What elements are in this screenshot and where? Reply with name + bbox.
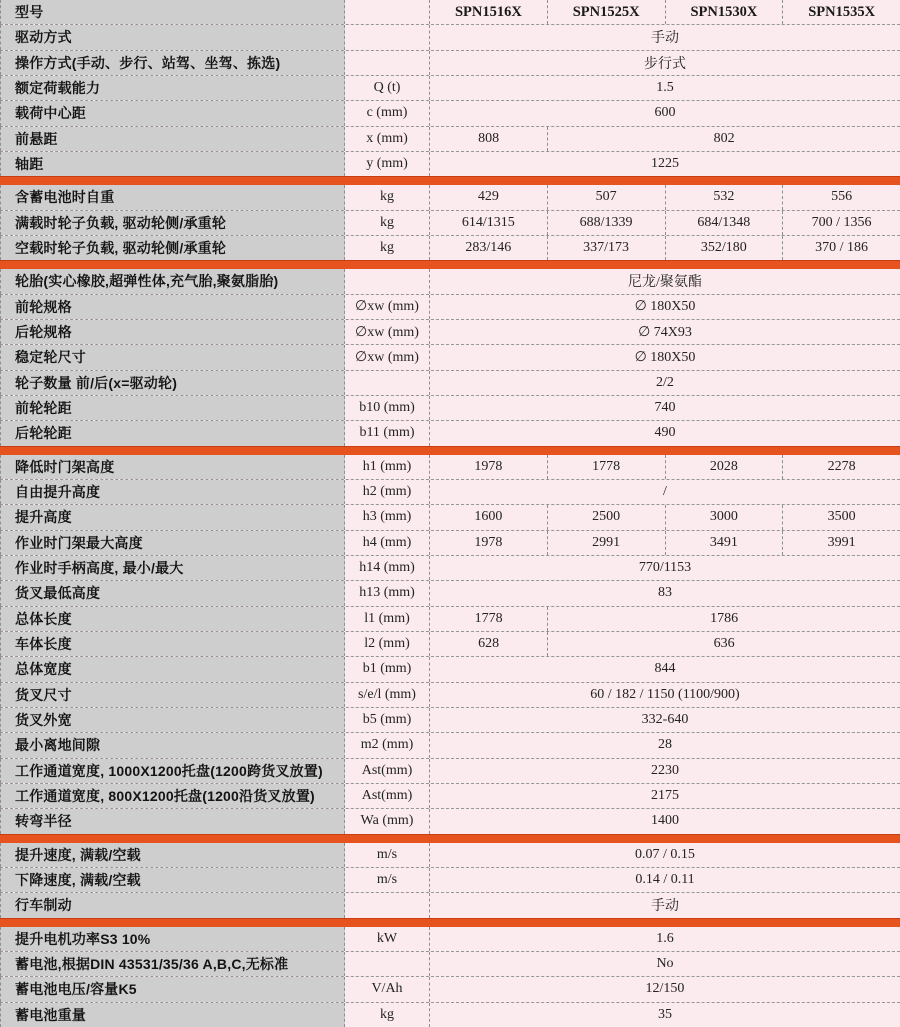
table-row (0, 421, 900, 445)
value-cell: 2500 (547, 505, 665, 529)
value-cells (430, 25, 900, 49)
unit-cell (345, 269, 430, 293)
value-cell: 700 / 1356 (782, 211, 900, 235)
table-row (0, 868, 900, 893)
value-cells (430, 269, 900, 293)
unit-cell: kg (345, 185, 430, 209)
spec-label: 蓄电池重量 (0, 1003, 345, 1027)
value-cells (430, 893, 900, 917)
value-cell: 2028 (665, 455, 783, 479)
table-row (0, 784, 900, 809)
unit-cell: Wa (mm) (345, 809, 430, 833)
value-cell: 684/1348 (665, 211, 783, 235)
value-cell: 1978 (474, 458, 503, 474)
value-cells (430, 396, 900, 420)
model-name: SPN1535X (782, 0, 900, 24)
table-row (0, 51, 900, 76)
table-row (0, 581, 900, 606)
spec-label: 前轮轮距 (0, 396, 345, 420)
unit-cell: kg (345, 1003, 430, 1027)
section-dimensions (0, 455, 900, 834)
value-cells (430, 211, 900, 235)
spec-label: 额定荷载能力 (0, 76, 345, 100)
table-row (0, 127, 900, 152)
model-name: SPN1525X (547, 0, 665, 24)
value-cells (430, 1003, 900, 1027)
value-cells (430, 657, 900, 681)
value-cells (430, 733, 900, 757)
table-row (0, 1003, 900, 1027)
value-cell: 1978 (474, 534, 503, 550)
value-cell: No (656, 956, 674, 972)
value-cell: 352/180 (665, 236, 783, 260)
value-cells (430, 185, 900, 209)
value-cells (430, 152, 900, 176)
value-cell: 740 (654, 400, 676, 416)
table-row (0, 733, 900, 758)
value-cell: 1600 (474, 509, 503, 525)
table-row (0, 185, 900, 210)
spec-label: 蓄电池,根据DIN 43531/35/36 A,B,C,无标准 (0, 952, 345, 976)
model-name: SPN1516X (454, 3, 522, 20)
value-cell: 2278 (782, 455, 900, 479)
unit-cell: b11 (mm) (345, 421, 430, 445)
spec-label: 轮胎(实心橡胶,超弹性体,充气胎,聚氨脂胎) (0, 269, 345, 293)
table-row (0, 893, 900, 917)
unit-cell (345, 893, 430, 917)
value-cell: ∅ 180X50 (634, 299, 696, 315)
table-row (0, 657, 900, 682)
value-cell: 1.5 (656, 80, 674, 96)
value-cell: 332-640 (641, 712, 689, 728)
unit-cell: b5 (mm) (345, 708, 430, 732)
value-cell: / (663, 484, 667, 500)
value-cells (430, 455, 900, 479)
table-row (0, 480, 900, 505)
spec-label: 前轮规格 (0, 295, 345, 319)
value-cells (430, 607, 900, 631)
value-cell: 490 (654, 425, 676, 441)
value-cell: 802 (547, 127, 900, 151)
unit-cell: h13 (mm) (345, 581, 430, 605)
spec-label: 蓄电池电压/容量K5 (0, 977, 345, 1001)
section-divider-bar (0, 260, 900, 269)
value-cell: 556 (782, 185, 900, 209)
spec-label: 总体长度 (0, 607, 345, 631)
value-cells (430, 952, 900, 976)
unit-cell: Q (t) (345, 76, 430, 100)
unit-cell: h4 (mm) (345, 531, 430, 555)
value-cells (430, 708, 900, 732)
value-cell: 808 (478, 130, 500, 146)
section-divider-bar (0, 918, 900, 927)
value-cells (430, 868, 900, 892)
value-cell: 35 (658, 1006, 672, 1022)
value-cells (430, 295, 900, 319)
value-cells (430, 784, 900, 808)
value-cells (430, 421, 900, 445)
value-cell: 770/1153 (638, 560, 692, 576)
value-cell: 12/150 (645, 981, 685, 997)
table-header-row (0, 0, 900, 25)
table-row (0, 759, 900, 784)
value-cell: 614/1315 (461, 214, 515, 230)
value-cell: 370 / 186 (782, 236, 900, 260)
unit-cell (345, 952, 430, 976)
spec-label: 货叉最低高度 (0, 581, 345, 605)
spec-label: 提升电机功率S3 10% (0, 927, 345, 951)
value-cell: 2175 (651, 788, 679, 804)
value-cells (430, 51, 900, 75)
table-row (0, 952, 900, 977)
value-cells (430, 101, 900, 125)
unit-cell: c (mm) (345, 101, 430, 125)
value-cells (430, 977, 900, 1001)
table-row (0, 211, 900, 236)
table-row (0, 269, 900, 294)
value-cell: 步行式 (644, 56, 686, 72)
spec-label: 工作通道宽度, 1000X1200托盘(1200跨货叉放置) (0, 759, 345, 783)
table-row (0, 843, 900, 868)
unit-cell: b10 (mm) (345, 396, 430, 420)
section-motor-battery (0, 927, 900, 1027)
spec-label: 降低时门架高度 (0, 455, 345, 479)
value-cell: 尼龙/聚氨酯 (628, 275, 702, 291)
spec-label: 型号 (0, 0, 345, 24)
value-cells (430, 480, 900, 504)
value-cells (430, 320, 900, 344)
value-cell: 3000 (665, 505, 783, 529)
value-cell: 3991 (782, 531, 900, 555)
table-row (0, 371, 900, 396)
value-cell: 2/2 (656, 374, 674, 390)
table-row (0, 683, 900, 708)
value-cell: 3491 (665, 531, 783, 555)
value-cell: 手动 (651, 899, 679, 915)
spec-label: 提升速度, 满载/空载 (0, 843, 345, 867)
spec-label: 工作通道宽度, 800X1200托盘(1200沿货叉放置) (0, 784, 345, 808)
value-cells (430, 236, 900, 260)
value-cell: 600 (654, 105, 676, 121)
unit-cell: x (mm) (345, 127, 430, 151)
value-cell: 1786 (547, 607, 900, 631)
spec-label: 满载时轮子负载, 驱动轮侧/承重轮 (0, 211, 345, 235)
unit-cell (345, 51, 430, 75)
unit-cell (345, 371, 430, 395)
table-row (0, 152, 900, 176)
spec-label: 货叉尺寸 (0, 683, 345, 707)
value-cell: 507 (547, 185, 665, 209)
spec-label: 提升高度 (0, 505, 345, 529)
unit-cell: kg (345, 211, 430, 235)
unit-cell: Ast(mm) (345, 784, 430, 808)
unit-cell: h14 (mm) (345, 556, 430, 580)
value-cells (430, 76, 900, 100)
table-row (0, 556, 900, 581)
table-row (0, 25, 900, 50)
value-cell: 283/146 (465, 240, 512, 256)
value-cells (430, 345, 900, 369)
spec-label: 驱动方式 (0, 25, 345, 49)
unit-cell: m/s (345, 868, 430, 892)
value-cells (430, 0, 900, 24)
value-cell: 337/173 (547, 236, 665, 260)
unit-cell: s/e/l (mm) (345, 683, 430, 707)
spec-label: 后轮规格 (0, 320, 345, 344)
spec-label: 轮子数量 前/后(x=驱动轮) (0, 371, 345, 395)
value-cells (430, 127, 900, 151)
value-cell: 2991 (547, 531, 665, 555)
table-row (0, 345, 900, 370)
value-cell: 628 (478, 636, 500, 652)
unit-cell: y (mm) (345, 152, 430, 176)
value-cells (430, 683, 900, 707)
section-divider-bar (0, 834, 900, 843)
value-cell: 1778 (547, 455, 665, 479)
value-cell: 636 (547, 632, 900, 656)
table-row (0, 505, 900, 530)
unit-cell: Ast(mm) (345, 759, 430, 783)
unit-cell: l2 (mm) (345, 632, 430, 656)
value-cells (430, 505, 900, 529)
value-cells (430, 927, 900, 951)
value-cell: 2230 (651, 762, 679, 778)
spec-label: 最小离地间隙 (0, 733, 345, 757)
value-cell: 1400 (651, 813, 679, 829)
model-name: SPN1530X (665, 0, 783, 24)
unit-cell: ∅xw (mm) (345, 295, 430, 319)
table-row (0, 101, 900, 126)
spec-label: 车体长度 (0, 632, 345, 656)
value-cell: 1225 (651, 156, 679, 172)
unit-cell: kg (345, 236, 430, 260)
unit-cell: m/s (345, 843, 430, 867)
value-cells (430, 759, 900, 783)
spec-label: 后轮轮距 (0, 421, 345, 445)
value-cell: 844 (654, 661, 676, 677)
table-row (0, 607, 900, 632)
spec-label: 含蓄电池时自重 (0, 185, 345, 209)
unit-cell: h2 (mm) (345, 480, 430, 504)
value-cells (430, 632, 900, 656)
value-cell: 0.07 / 0.15 (635, 846, 695, 862)
value-cell: 28 (658, 737, 672, 753)
spec-label: 轴距 (0, 152, 345, 176)
unit-cell (345, 0, 430, 24)
value-cell: 83 (658, 585, 672, 601)
unit-cell (345, 25, 430, 49)
table-row (0, 708, 900, 733)
value-cells (430, 809, 900, 833)
value-cell: 手动 (651, 31, 679, 47)
unit-cell: h3 (mm) (345, 505, 430, 529)
spec-label: 作业时手柄高度, 最小/最大 (0, 556, 345, 580)
section-wheels (0, 269, 900, 445)
spec-label: 作业时门架最大高度 (0, 531, 345, 555)
section-weights (0, 185, 900, 260)
unit-cell: kW (345, 927, 430, 951)
value-cell: 3500 (782, 505, 900, 529)
unit-cell: m2 (mm) (345, 733, 430, 757)
section-identification (0, 0, 900, 176)
table-row (0, 455, 900, 480)
value-cell: 429 (477, 189, 499, 205)
value-cells (430, 371, 900, 395)
value-cell: 1.6 (656, 930, 674, 946)
value-cell: 688/1339 (547, 211, 665, 235)
value-cell: ∅ 74X93 (638, 324, 692, 340)
table-row (0, 320, 900, 345)
value-cell: 1778 (474, 610, 503, 626)
table-row (0, 927, 900, 952)
table-row (0, 295, 900, 320)
spec-label: 稳定轮尺寸 (0, 345, 345, 369)
spec-label: 自由提升高度 (0, 480, 345, 504)
value-cell: ∅ 180X50 (634, 349, 696, 365)
table-row (0, 531, 900, 556)
table-row (0, 977, 900, 1002)
value-cells (430, 531, 900, 555)
table-row (0, 809, 900, 833)
unit-cell: l1 (mm) (345, 607, 430, 631)
value-cell: 532 (665, 185, 783, 209)
spec-label: 操作方式(手动、步行、站驾、坐驾、拣选) (0, 51, 345, 75)
table-row (0, 396, 900, 421)
spec-label: 总体宽度 (0, 657, 345, 681)
spec-label: 下降速度, 满载/空载 (0, 868, 345, 892)
table-row (0, 76, 900, 101)
spec-label: 货叉外宽 (0, 708, 345, 732)
spec-label: 前悬距 (0, 127, 345, 151)
spec-label: 转弯半径 (0, 809, 345, 833)
value-cell: 60 / 182 / 1150 (1100/900) (590, 686, 740, 702)
value-cells (430, 556, 900, 580)
table-row (0, 632, 900, 657)
spec-label: 空载时轮子负载, 驱动轮侧/承重轮 (0, 236, 345, 260)
unit-cell: V/Ah (345, 977, 430, 1001)
value-cells (430, 843, 900, 867)
spec-label: 行车制动 (0, 893, 345, 917)
value-cell: 0.14 / 0.11 (635, 872, 695, 888)
section-performance (0, 843, 900, 918)
table-row (0, 236, 900, 260)
value-cells (430, 581, 900, 605)
unit-cell: b1 (mm) (345, 657, 430, 681)
unit-cell: h1 (mm) (345, 455, 430, 479)
section-divider-bar (0, 446, 900, 455)
unit-cell: ∅xw (mm) (345, 320, 430, 344)
spec-label: 载荷中心距 (0, 101, 345, 125)
section-divider-bar (0, 176, 900, 185)
unit-cell: ∅xw (mm) (345, 345, 430, 369)
